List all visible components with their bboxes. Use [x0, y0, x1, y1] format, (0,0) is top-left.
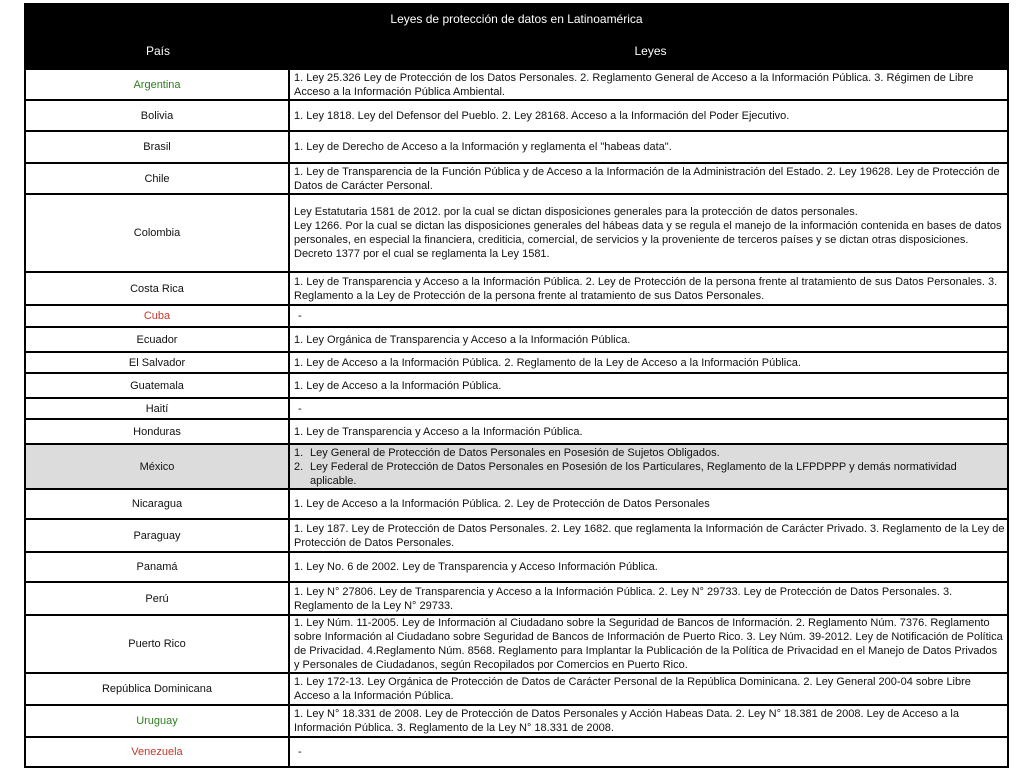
law-list-number: 2.	[294, 460, 304, 473]
country-cell: Puerto Rico	[25, 615, 289, 673]
law-text: 1. Ley de Transparencia de la Función Pública y de Acceso a la Información de la Administración del Estado. 2. Ley 19628. Ley de Protección de Datos de Carácter Personal.	[294, 165, 1000, 192]
laws-cell	[289, 373, 1008, 398]
laws-table-sheet	[24, 3, 1009, 768]
law-text: -	[298, 402, 302, 415]
law-text: Ley Estatutaria 1581 de 2012. por la cual se dictan disposiciones generales para la protección de datos personales.	[294, 206, 858, 218]
law-text: 1. Ley 1818. Ley del Defensor del Pueblo. 2. Ley 28168. Acceso a la Información del Poder Ejecutivo.	[294, 109, 790, 122]
table-row	[25, 163, 1008, 194]
country-cell: Chile	[25, 163, 289, 194]
laws-cell	[289, 327, 1008, 352]
table-row	[25, 737, 1008, 767]
table-row	[25, 373, 1008, 398]
country-cell: El Salvador	[25, 352, 289, 373]
country-cell: Bolivia	[25, 100, 289, 131]
laws-cell	[289, 582, 1008, 615]
country-cell: Colombia	[25, 194, 289, 272]
law-text: 1. Ley 25.326 Ley de Protección de los Datos Personales. 2. Reglamento General de Acceso a la Información Pública. 3. Régimen de Libre Acceso a la Información Pública Ambiental.	[294, 71, 974, 98]
law-list-item	[294, 460, 1005, 488]
law-text: 1. Ley N° 18.331 de 2008. Ley de Protección de Datos Personales y Acción Habeas Data. 2. Ley N° 18.381 de 2008. Ley de Acceso a la Información Pública. 3. Reglamento de la Ley N° 18.331 de 2008.	[294, 708, 959, 734]
country-cell: México	[25, 444, 289, 489]
table-row	[25, 131, 1008, 163]
laws-cell	[289, 673, 1008, 705]
country-cell: República Dominicana	[25, 673, 289, 705]
column-headers	[24, 35, 1009, 68]
table-header	[24, 3, 1009, 68]
law-text: Ley 1266. Por la cual se dictan las disposiciones generales del hábeas data y se regula el manejo de la información contenida en bases de datos personales, en especial la financiera, crediticia, comercial, de servicios y la proveniente de terceros países y se dictan otras disposiciones.	[294, 220, 1002, 246]
country-cell: Perú	[25, 582, 289, 615]
table-row	[25, 519, 1008, 552]
table-row	[25, 419, 1008, 444]
table-row	[25, 552, 1008, 582]
law-text: 1. Ley 187. Ley de Protección de Datos Personales. 2. Ley 1682. que reglamenta la Información de Carácter Privado. 3. Reglamento de la Ley de Protección de Datos Personales.	[294, 522, 1005, 549]
laws-cell	[289, 398, 1008, 419]
law-text: Decreto 1377 por el cual se reglamenta la Ley 1581.	[294, 248, 550, 260]
table-row	[25, 194, 1008, 272]
laws-cell	[289, 100, 1008, 131]
table-row	[25, 69, 1008, 100]
laws-cell	[289, 194, 1008, 272]
law-text: 1. Ley N° 27806. Ley de Transparencia y Acceso a la Información Pública. 2. Ley N° 29733. Ley de Protección de Datos Personales. 3. Reglamento de la Ley N° 29733.	[294, 585, 953, 612]
law-text: -	[298, 310, 302, 322]
table-row	[25, 100, 1008, 131]
law-text: 1. Ley de Derecho de Acceso a la Información y reglamenta el "habeas data".	[294, 141, 672, 153]
table-row	[25, 615, 1008, 673]
laws-cell	[289, 163, 1008, 194]
laws-cell	[289, 705, 1008, 737]
country-cell: Venezuela	[25, 737, 289, 767]
laws-cell	[289, 419, 1008, 444]
law-text: 1. Ley Núm. 11-2005. Ley de Información al Ciudadano sobre la Seguridad de Bancos de Información. 2. Reglamento Núm. 7376. Reglamento sobre Información al Ciudadano sobre Seguridad de Bancos de Información de Puerto Rico. 3. Ley Núm. 39-2012. Ley de Notificación de Política de Privacidad. 4.Reglamento Núm. 8568. Reglamento para Implantar la Publicación de la Política de Privacidad en el Manejo de Datos Privados y Personales de Ciudadanos, según Recopilados por Comercios en Puerto Rico.	[294, 617, 1003, 671]
country-cell: Uruguay	[25, 705, 289, 737]
table-row	[25, 398, 1008, 419]
law-list-number: 1.	[294, 446, 304, 459]
country-cell: Costa Rica	[25, 272, 289, 305]
law-text: 1. Ley Orgánica de Transparencia y Acceso a la Información Pública.	[294, 333, 631, 346]
table-row	[25, 327, 1008, 352]
table-row	[25, 352, 1008, 373]
country-cell: Panamá	[25, 552, 289, 582]
laws-cell	[289, 737, 1008, 767]
laws-cell	[289, 69, 1008, 100]
country-cell: Cuba	[25, 305, 289, 327]
law-text: 1. Ley de Acceso a la Información Pública. 2. Reglamento de la Ley de Acceso a la Información Pública.	[294, 356, 801, 369]
country-cell: Argentina	[25, 69, 289, 100]
law-list-item	[294, 446, 1005, 460]
laws-table	[24, 68, 1009, 768]
law-text: 1. Ley de Acceso a la Información Pública.	[294, 379, 502, 392]
table-row	[25, 705, 1008, 737]
laws-cell	[289, 519, 1008, 552]
law-text: 1. Ley No. 6 de 2002. Ley de Transparencia y Acceso Información Pública.	[294, 561, 658, 573]
country-cell: Ecuador	[25, 327, 289, 352]
laws-cell	[289, 305, 1008, 327]
country-cell: Nicaragua	[25, 489, 289, 519]
table-row	[25, 272, 1008, 305]
laws-cell	[289, 552, 1008, 582]
laws-cell	[289, 444, 1008, 489]
table-row	[25, 673, 1008, 705]
table-row	[25, 305, 1008, 327]
laws-cell	[289, 615, 1008, 673]
law-text: 1. Ley de Acceso a la Información Pública. 2. Ley de Protección de Datos Personales	[294, 498, 710, 510]
column-header-leyes: Leyes	[634, 44, 667, 58]
column-header-pais: País	[145, 44, 170, 58]
law-text: 1. Ley de Transparencia y Acceso a la Información Pública. 2. Ley de Protección de la persona frente al tratamiento de sus Datos Personales. 3. Reglamento a la Ley de Protección de la persona frente al tratamiento de sus Datos Personales.	[294, 275, 998, 302]
laws-cell	[289, 272, 1008, 305]
law-text: 1. Ley 172-13. Ley Orgánica de Protección de Datos de Carácter Personal de la República Dominicana. 2. Ley General 200-04 sobre Libre Acceso a la Información Pública.	[294, 676, 971, 702]
laws-cell	[289, 489, 1008, 519]
country-cell: Paraguay	[25, 519, 289, 552]
law-text: -	[298, 746, 302, 758]
law-text: 1. Ley de Transparencia y Acceso a la Información Pública.	[294, 425, 583, 438]
country-cell: Brasil	[25, 131, 289, 163]
table-title: Leyes de protección de datos en Latinoamérica	[390, 12, 643, 26]
table-row	[25, 489, 1008, 519]
table-row	[25, 582, 1008, 615]
laws-cell	[289, 131, 1008, 163]
country-cell: Haití	[25, 398, 289, 419]
law-list-text: Ley Federal de Protección de Datos Personales en Posesión de los Particulares, Reglamento de la LFPDPPP y demás normatividad aplicable.	[310, 460, 957, 487]
laws-cell	[289, 352, 1008, 373]
country-cell: Honduras	[25, 419, 289, 444]
law-list-text: Ley General de Protección de Datos Personales en Posesión de Sujetos Obligados.	[310, 446, 720, 459]
table-row	[25, 444, 1008, 489]
country-cell: Guatemala	[25, 373, 289, 398]
